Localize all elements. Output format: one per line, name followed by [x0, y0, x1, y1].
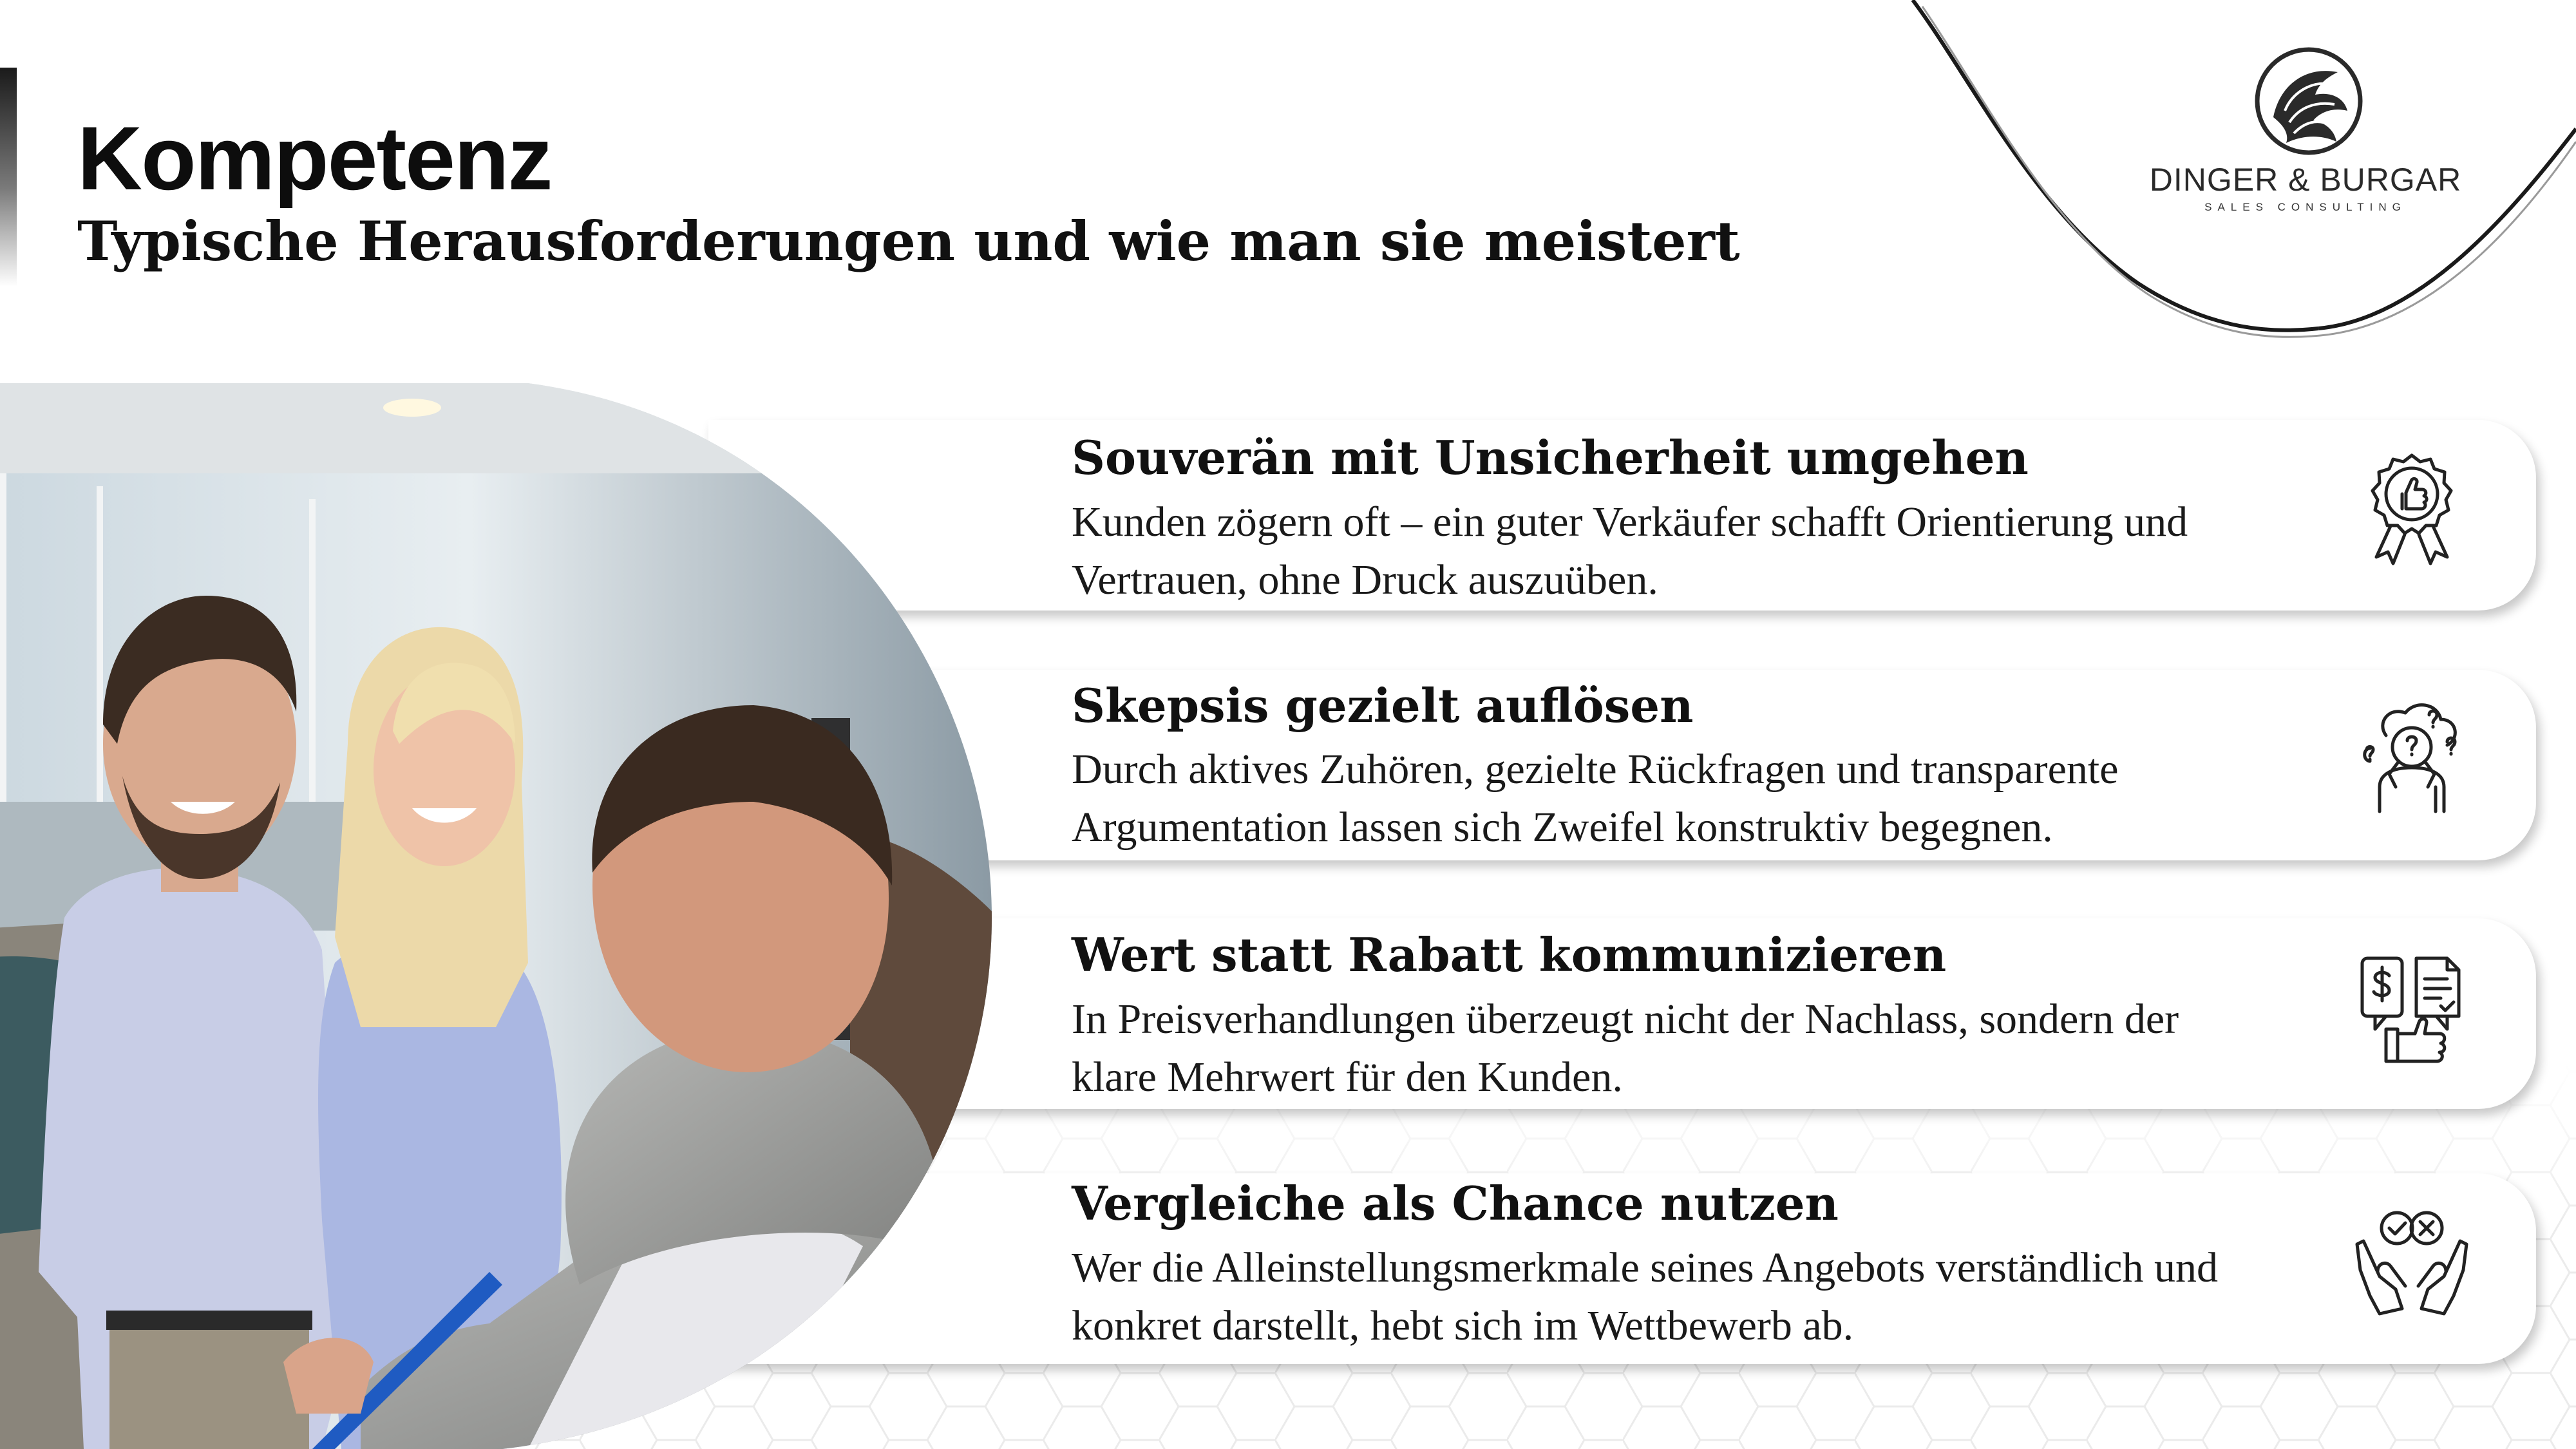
card-4-title: Vergleiche als Chance nutzen: [1072, 1176, 1839, 1231]
price-document-thumbs-up-icon: [2351, 947, 2473, 1069]
page-title: Kompetenz: [77, 108, 552, 209]
card-1-text-line-1: Kunden zögern oft – ein guter Verkäufer schafft Orientierung und: [1072, 498, 2188, 545]
card-2-title: Skepsis gezielt auflösen: [1072, 678, 1694, 733]
lion-head-icon: [2254, 46, 2363, 156]
card-2-text-line-2: Argumentation lassen sich Zweifel konstruktiv begegnen.: [1072, 804, 2053, 851]
card-1-text-line-2: Vertrauen, ohne Druck auszuüben.: [1072, 556, 1658, 603]
award-thumbs-up-icon: [2351, 448, 2473, 570]
confused-person-icon: [2351, 697, 2473, 819]
sales-consultation-photo: [0, 383, 992, 1449]
logo-name: DINGER & BURGAR: [2149, 162, 2462, 198]
logo-tagline: SALES CONSULTING: [2204, 201, 2407, 213]
card-2-text-line-1: Durch aktives Zuhören, gezielte Rückfragen und transparente: [1072, 746, 2119, 793]
card-3-title: Wert statt Rabatt kommunizieren: [1072, 927, 1947, 982]
card-3-text-line-2: klare Mehrwert für den Kunden.: [1072, 1054, 1623, 1101]
page-subtitle: Typische Herausforderungen und wie man sie meistert: [77, 209, 1740, 273]
title-accent-bar: [0, 68, 17, 287]
card-1-title: Souverän mit Unsicherheit umgehen: [1072, 430, 2029, 485]
card-4-text-line-1: Wer die Alleinstellungsmerkmale seines Angebots verständlich und: [1072, 1244, 2218, 1291]
card-3-text-line-1: In Preisverhandlungen überzeugt nicht der Nachlass, sondern der: [1072, 996, 2179, 1043]
hands-check-cross-icon: [2351, 1199, 2473, 1321]
card-4-text-line-2: konkret darstellt, hebt sich im Wettbewerb ab.: [1072, 1302, 1854, 1349]
